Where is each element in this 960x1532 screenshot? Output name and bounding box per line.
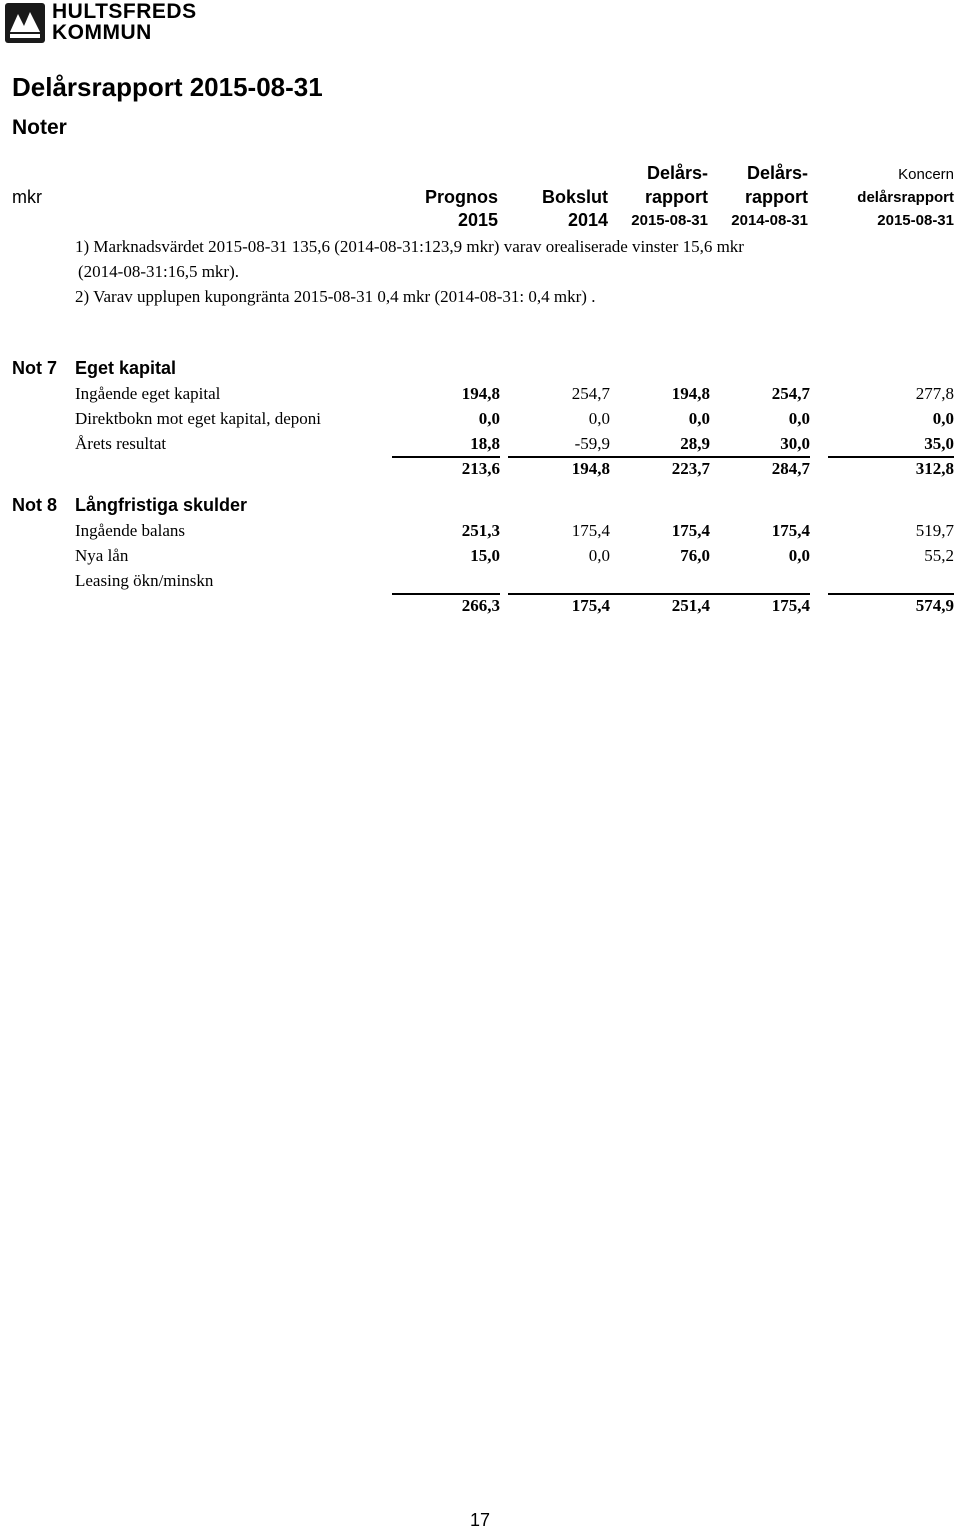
sum-rule [828, 456, 954, 458]
row-label: Direktbokn mot eget kapital, deponi [75, 409, 321, 428]
col-prognos-l1: Prognos [424, 187, 498, 207]
row-label: Ingående eget kapital [75, 384, 221, 403]
table-cell: 28,9 [680, 434, 710, 453]
table-cell: 277,8 [915, 384, 954, 403]
row-label: Leasing ökn/minskn [75, 571, 214, 590]
table-cell: 0,0 [588, 409, 610, 428]
col-koncern-l2: 2015-08-31 [877, 212, 954, 229]
page-subtitle: Noter [12, 116, 67, 139]
note8-title: Långfristiga skulder [75, 495, 248, 515]
table-cell: 0,0 [788, 409, 810, 428]
total-cell: 284,7 [771, 459, 810, 478]
col-bokslut-l2: 2014 [567, 210, 608, 230]
col-delars14-l2: 2014-08-31 [731, 212, 808, 229]
table-cell: 194,8 [461, 384, 500, 403]
footnote-2: 2) Varav upplupen kupongränta 2015-08-31 0,4 mkr (2014-08-31: 0,4 mkr) . [75, 287, 596, 306]
sum-rule [392, 456, 500, 458]
table-cell: 175,4 [671, 521, 710, 540]
col-prognos-l2: 2015 [457, 210, 498, 230]
page-number: 17 [469, 1510, 491, 1530]
table-cell: 18,8 [470, 434, 500, 453]
table-cell: 251,3 [461, 521, 500, 540]
table-cell: 55,2 [924, 546, 954, 565]
table-cell: 0,0 [588, 546, 610, 565]
table-cell: 254,7 [571, 384, 610, 403]
sum-rule [828, 593, 954, 595]
table-cell: 0,0 [932, 409, 954, 428]
total-cell: 175,4 [571, 596, 610, 615]
col-delars15-l0: Delårs- [646, 163, 708, 183]
municipality-logo [4, 0, 204, 46]
sum-rule [710, 593, 810, 595]
logo-emblem-icon [4, 2, 46, 44]
total-cell: 213,6 [461, 459, 500, 478]
table-cell: 0,0 [788, 546, 810, 565]
row-label: Årets resultat [75, 434, 167, 453]
table-cell: 519,7 [915, 521, 954, 540]
total-cell: 175,4 [771, 596, 810, 615]
col-koncern-l1: delårsrapport [857, 189, 954, 206]
total-cell: 194,8 [571, 459, 610, 478]
table-cell: 35,0 [924, 434, 954, 453]
page-title: Delårsrapport 2015-08-31 [12, 72, 323, 102]
table-cell: 175,4 [571, 521, 610, 540]
table-cell: 0,0 [478, 409, 500, 428]
table-cell: -59,9 [574, 434, 610, 453]
note8-label: Not 8 [12, 495, 57, 515]
total-cell: 266,3 [461, 596, 500, 615]
sum-rule [392, 593, 500, 595]
col-delars14-l1: rapport [745, 187, 808, 207]
total-cell: 574,9 [915, 596, 954, 615]
logo-line1: HULTSFREDS [52, 0, 197, 23]
table-cell: 30,0 [780, 434, 810, 453]
sum-rule [508, 593, 610, 595]
row-label: Nya lån [75, 546, 129, 565]
total-cell: 223,7 [671, 459, 710, 478]
col-delars15-l2: 2015-08-31 [631, 212, 708, 229]
table-cell: 15,0 [470, 546, 500, 565]
col-delars15-l1: rapport [645, 187, 708, 207]
col-koncern-l0: Koncern [898, 166, 954, 183]
col-delars14-l0: Delårs- [746, 163, 808, 183]
sum-rule [710, 456, 810, 458]
col-bokslut-l1: Bokslut [541, 187, 608, 207]
row-label: Ingående balans [75, 521, 185, 540]
note7-label: Not 7 [12, 358, 57, 378]
sum-rule [610, 456, 710, 458]
unit-label: mkr [12, 187, 42, 207]
logo-line2: KOMMUN [52, 21, 152, 44]
footnote-1b: (2014-08-31:16,5 mkr). [78, 262, 240, 281]
table-cell: 175,4 [771, 521, 810, 540]
sum-rule [610, 593, 710, 595]
table-cell: 194,8 [671, 384, 710, 403]
table-cell: 76,0 [680, 546, 710, 565]
total-cell: 251,4 [671, 596, 710, 615]
table-cell: 254,7 [771, 384, 810, 403]
footnote-1a: 1) Marknadsvärdet 2015-08-31 135,6 (2014-08-31:123,9 mkr) varav orealiserade vinster 15,6 mkr [75, 237, 744, 256]
total-cell: 312,8 [915, 459, 954, 478]
table-cell: 0,0 [688, 409, 710, 428]
sum-rule [508, 456, 610, 458]
note7-title: Eget kapital [75, 358, 177, 378]
